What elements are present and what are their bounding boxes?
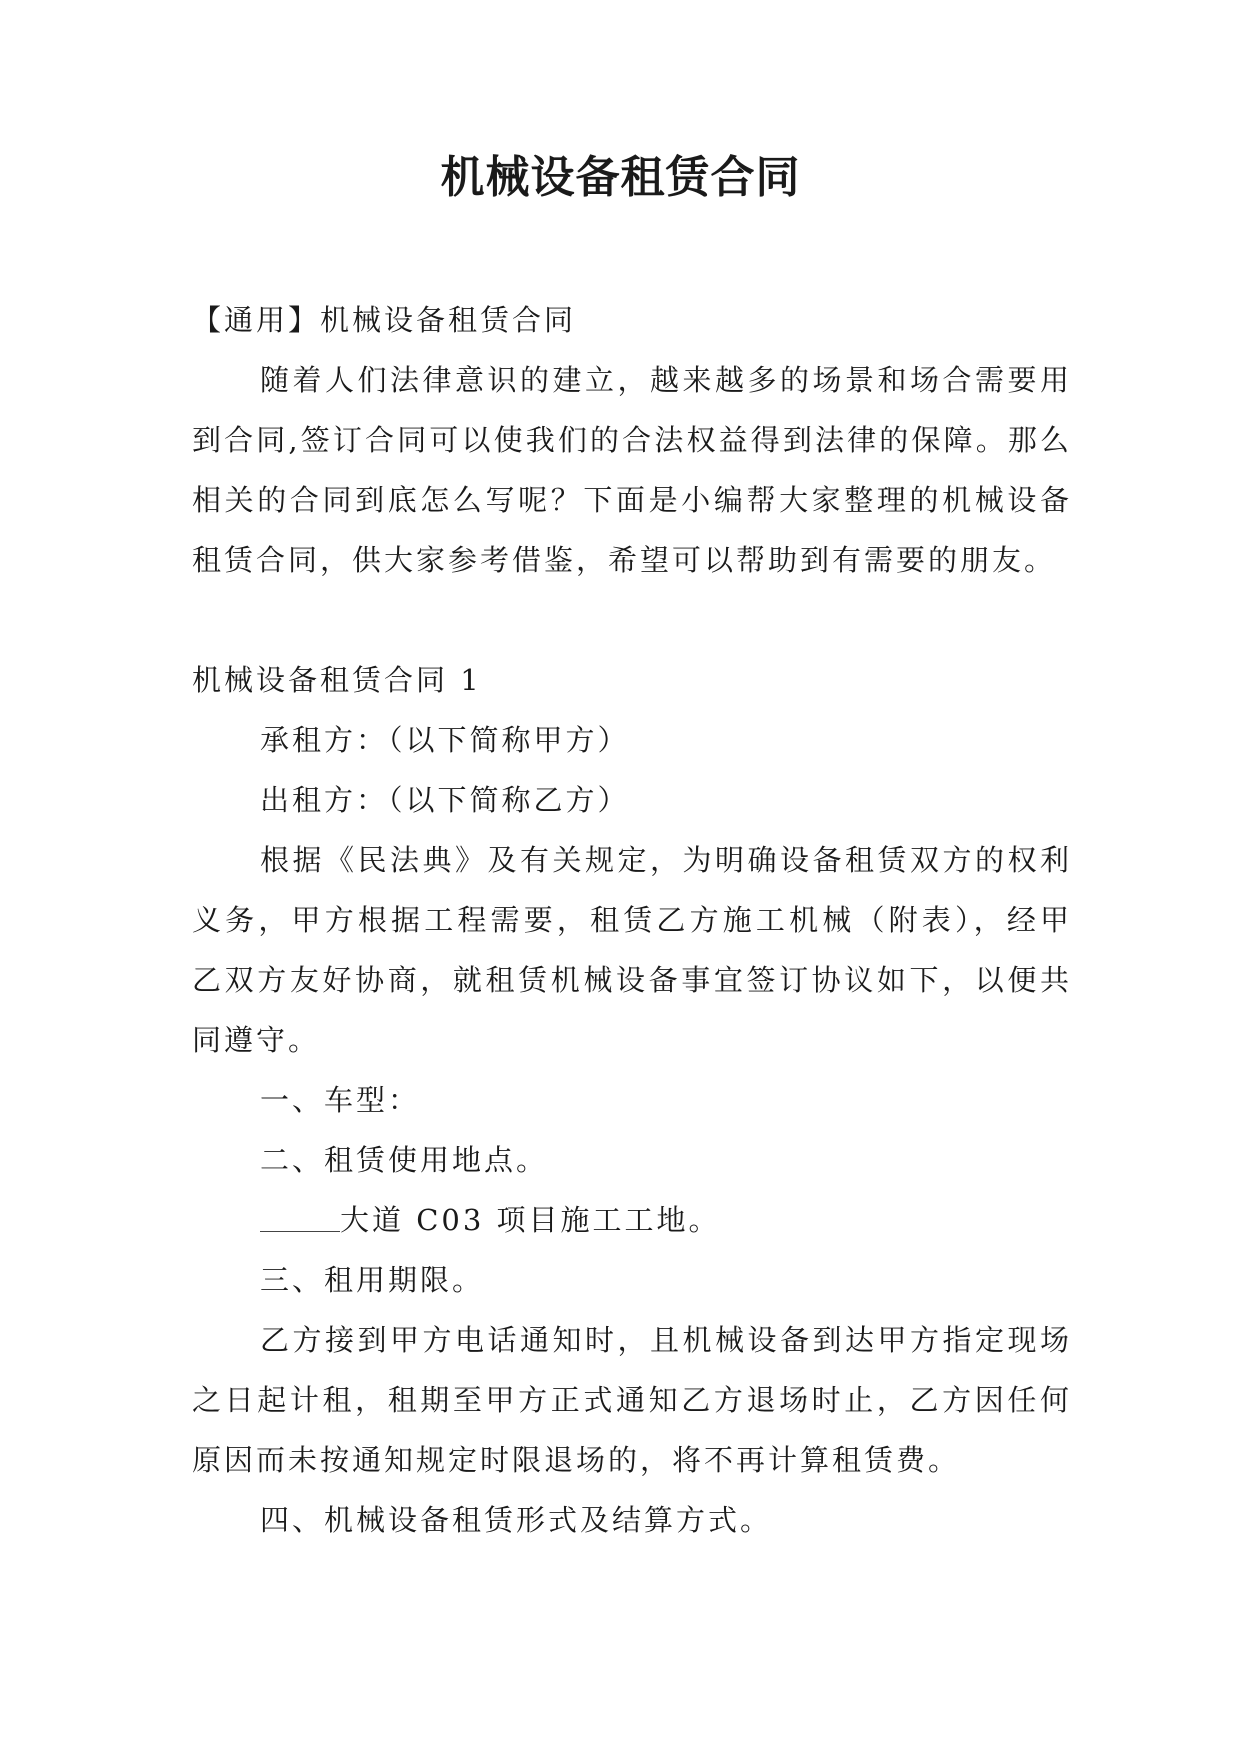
fill-in-blank <box>260 1201 340 1232</box>
clause-settlement: 四、机械设备租赁形式及结算方式。 <box>260 1503 773 1537</box>
clause-location-detail <box>192 1190 1072 1250</box>
clause-term: 三、租用期限。 <box>260 1263 485 1297</box>
lessor-line: 出租方：（以下简称乙方） <box>260 783 630 817</box>
intro-paragraph: 随着人们法律意识的建立，越来越多的场景和场合需要用到合同,签订合同可以使我们的合法权益得到法律的保障。那么相关的合同到底怎么写呢？下面是小编帮大家整理的机械设备租赁合同，供大家参考借鉴，希望可以帮助到有需要的朋友。 <box>192 363 1072 577</box>
location-text: 大道 C03 项目施工工地。 <box>340 1203 721 1237</box>
document-title: 机械设备租赁合同 <box>440 152 801 203</box>
lessee-line: 承租方：（以下简称甲方） <box>260 723 630 757</box>
clause-vehicle-type: 一、车型： <box>260 1083 421 1117</box>
preamble-paragraph: 根据《民法典》及有关规定，为明确设备租赁双方的权利义务，甲方根据工程需要，租赁乙方施工机械（附表），经甲乙双方友好协商，就租赁机械设备事宜签订协议如下，以便共同遵守。 <box>192 843 1072 1057</box>
clause-term-detail: 乙方接到甲方电话通知时，且机械设备到达甲方指定现场之日起计租，租期至甲方正式通知乙方退场时止，乙方因任何原因而未按通知规定时限退场的，将不再计算租赁费。 <box>192 1323 1072 1477</box>
document-subtitle: 【通用】机械设备租赁合同 <box>192 303 577 337</box>
section-heading: 机械设备租赁合同 1 <box>192 663 482 697</box>
clause-location: 二、租赁使用地点。 <box>260 1143 549 1177</box>
document-body <box>192 290 1072 1550</box>
paragraph-gap <box>192 590 1072 650</box>
